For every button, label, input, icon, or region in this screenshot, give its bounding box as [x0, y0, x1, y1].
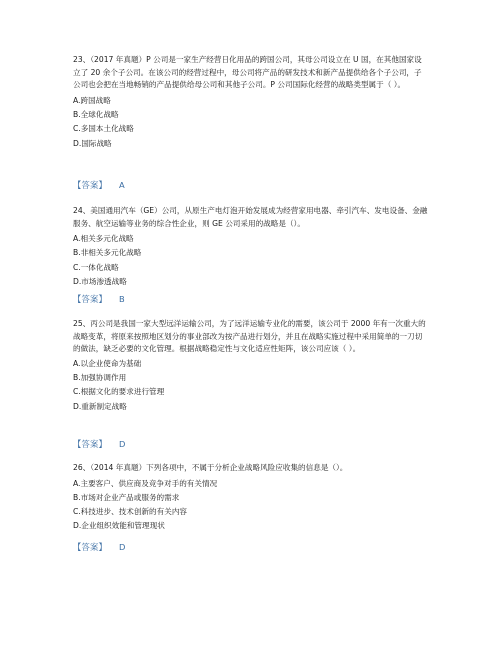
answer-label: 【答案】: [73, 439, 107, 449]
question-text: 25、丙公司是我国一家大型远洋运输公司，为了远洋运输专业化的需要，该公司于 2000 年有一次重大的战略变革，将原来按照地区划分的事业部改为按产品进行划分，并且在战略实施过程中采用简单的一刀切的做法，缺乏必要的文化管理。根据战略稳定性与文化适应性矩阵，该公司应该（ ）。: [73, 319, 426, 354]
answer-label: 【答案】: [73, 180, 107, 190]
option-c: C.根据文化的要求进行管理: [73, 387, 165, 397]
question-24: [73, 205, 429, 289]
option-b: B.加强协调作用: [73, 373, 127, 383]
answer-value: A: [119, 180, 125, 190]
option-a: A.主要客户、供应商及竞争对手的有关情况: [73, 478, 218, 488]
option-b: B.全球化战略: [73, 110, 119, 120]
option-a: A.跨国战略: [73, 95, 111, 105]
option-b: B.市场对企业产品或服务的需求: [73, 492, 180, 502]
option-d: D.市场渗透战略: [73, 277, 127, 287]
question-26: [73, 462, 429, 534]
option-a: A.以企业使命为基础: [73, 358, 142, 368]
answer-value: B: [119, 294, 125, 304]
option-d: D.重新制定战略: [73, 401, 127, 411]
question-text: 26、（2014 年真题）下列各项中，不属于分析企业战略风险应收集的信息是（）。: [73, 463, 348, 472]
option-b: B.非相关多元化战略: [73, 248, 142, 258]
option-a: A.相关多元化战略: [73, 234, 134, 244]
answer-value: D: [119, 542, 126, 552]
option-c: C.一体化战略: [73, 262, 119, 272]
question-23: [73, 54, 429, 151]
option-d: D.企业组织效能和管理现状: [73, 521, 165, 531]
question-text: 23、（2017 年真题）P 公司是一家生产经营日化用品的跨国公司，其母公司设立在 U 国，在其他国家设立了 20 余个子公司。在该公司的经营过程中，母公司将产品的研发技术和新产品提供给各个子公司，子公司也会把在当地畅销的产品提供给母公司和其他子公司。P 公司国际化经营的战略类型属于（ ）。: [73, 55, 422, 90]
answer-label: 【答案】: [73, 542, 107, 552]
answer-value: D: [119, 439, 126, 449]
option-c: C.多国本土化战略: [73, 124, 134, 134]
answer-23: [73, 179, 125, 191]
answer-24: [73, 293, 125, 305]
answer-26: [73, 541, 126, 553]
answer-25: [73, 438, 126, 450]
answer-label: 【答案】: [73, 294, 107, 304]
option-c: C.科技进步、技术创新的有关内容: [73, 507, 188, 517]
question-25: [73, 318, 429, 414]
question-text: 24、美国通用汽车（GE）公司，从原生产电灯泡开始发展成为经营家用电器、牵引汽车、发电设备、金融服务、航空运输等业务的综合性企业，则 GE 公司采用的战略是（）。: [73, 206, 428, 228]
option-d: D.国际战略: [73, 138, 112, 148]
